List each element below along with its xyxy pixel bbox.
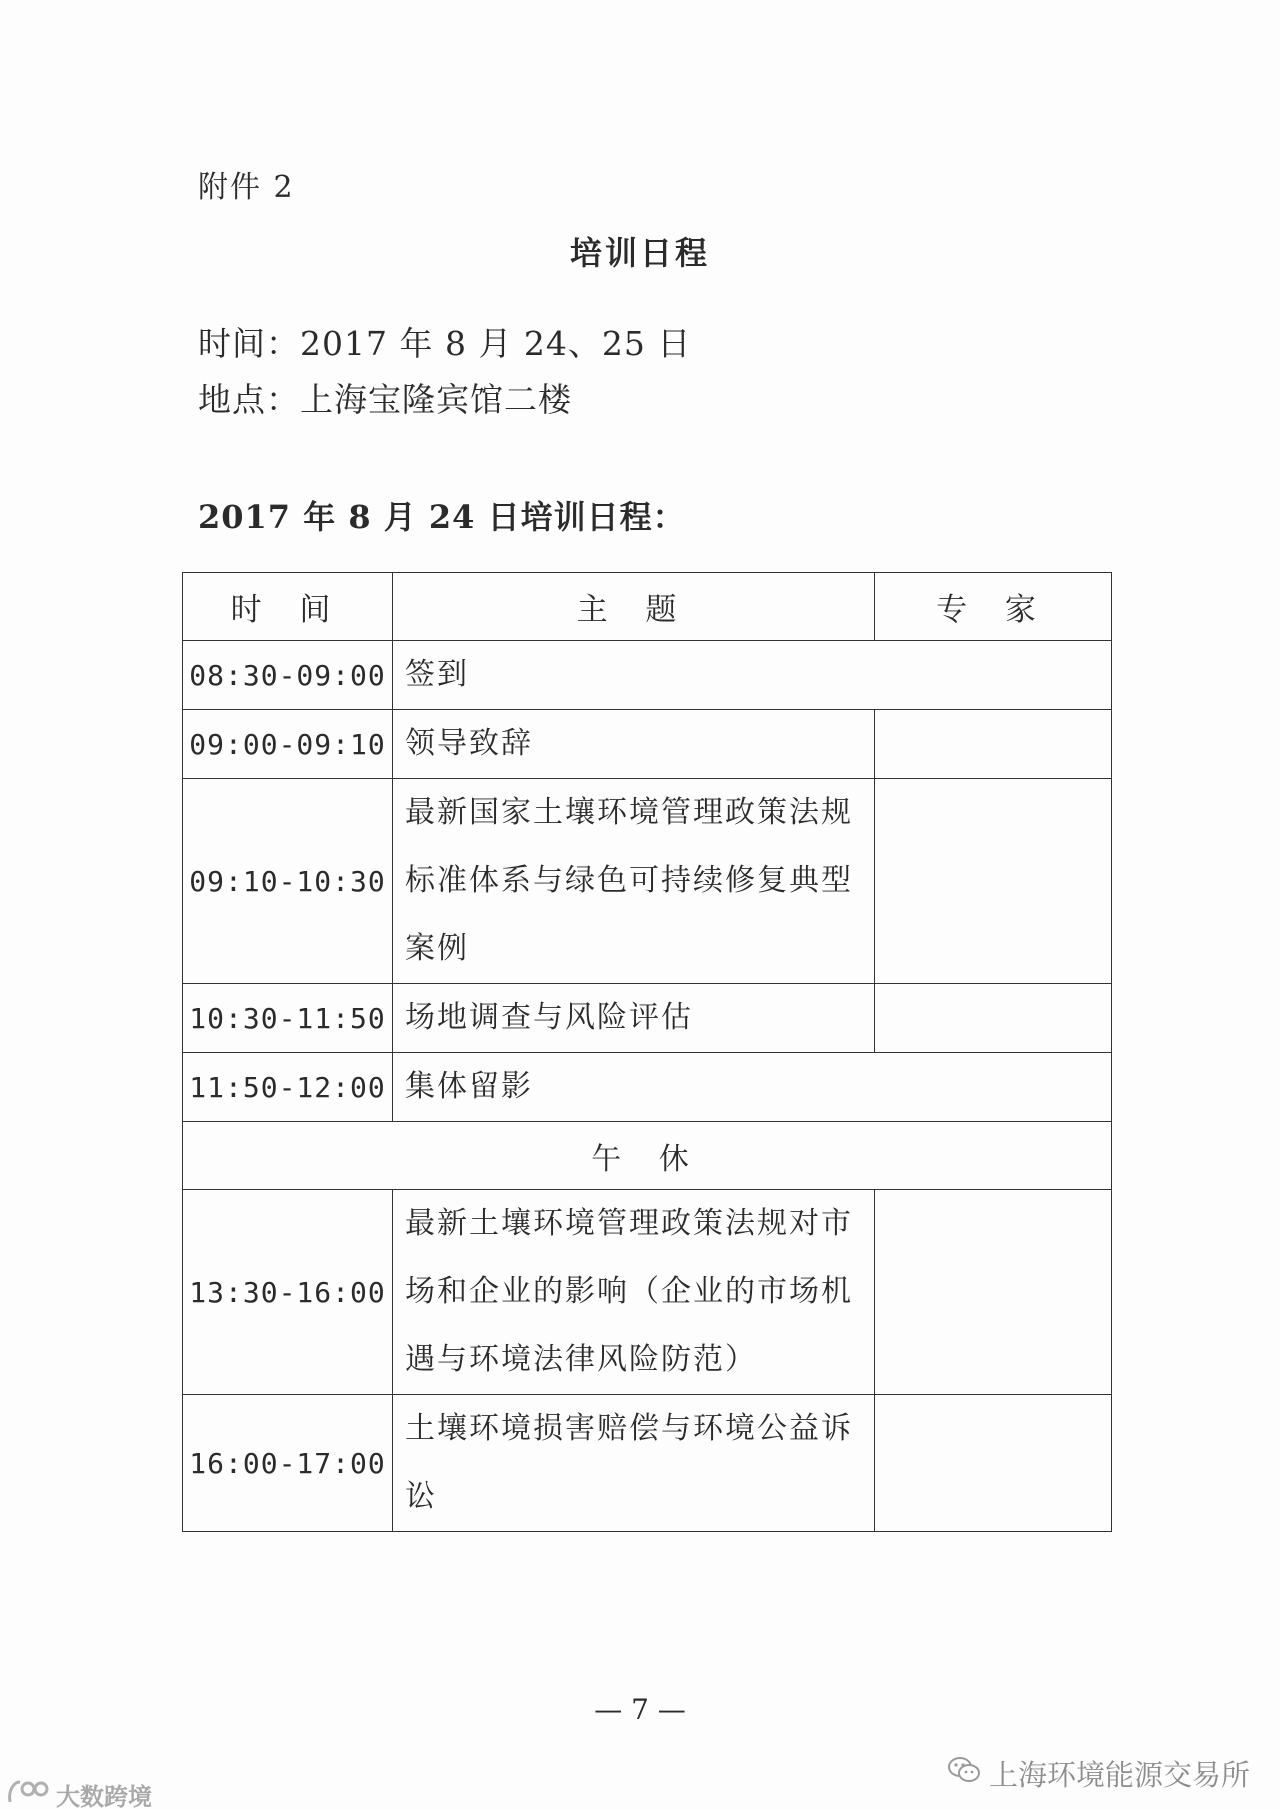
training-place: 地点：上海宝隆宾馆二楼 [198, 380, 572, 419]
training-time: 时间：2017 年 8 月 24、25 日 [198, 324, 692, 363]
table-row [183, 779, 1112, 984]
row-expert [875, 779, 1112, 984]
table-row-break [183, 1122, 1112, 1190]
row-time: 08:30-09:00 [183, 641, 393, 710]
table-row [183, 984, 1112, 1053]
header-expert: 专 家 [875, 573, 1112, 641]
row-topic: 集体留影 [393, 1053, 1112, 1122]
row-time: 11:50-12:00 [183, 1053, 393, 1122]
table-row [183, 1395, 1112, 1532]
row-expert [875, 984, 1112, 1053]
watermark-right-text: 上海环境能源交易所 [988, 1758, 1250, 1792]
document-title: 培训日程 [569, 234, 710, 272]
wechat-icon [947, 1755, 981, 1792]
attachment-label: 附件 2 [198, 170, 295, 205]
row-topic: 最新国家土壤环境管理政策法规标准体系与绿色可持续修复典型案例 [393, 779, 875, 984]
row-topic: 签到 [393, 641, 1112, 710]
row-time: 16:00-17:00 [183, 1395, 393, 1532]
page-number: — 7 — [594, 1693, 686, 1726]
watermark-left [6, 1776, 152, 1812]
table-header-row [183, 573, 1112, 641]
header-time: 时 间 [183, 573, 393, 641]
header-topic: 主 题 [393, 573, 875, 641]
logo-icon [6, 1776, 52, 1812]
row-time: 09:10-10:30 [183, 779, 393, 984]
row-topic: 土壤环境损害赔偿与环境公益诉讼 [393, 1395, 875, 1532]
table-row [183, 641, 1112, 710]
row-expert [875, 1190, 1112, 1395]
lunch-break: 午 休 [183, 1122, 1112, 1190]
watermark-right [947, 1753, 1250, 1794]
row-topic: 最新土壤环境管理政策法规对市场和企业的影响（企业的市场机遇与环境法律风险防范） [393, 1190, 875, 1395]
table-row [183, 710, 1112, 779]
row-expert [875, 1395, 1112, 1532]
row-expert [875, 710, 1112, 779]
row-topic: 领导致辞 [393, 710, 875, 779]
schedule-heading: 2017 年 8 月 24 日培训日程： [198, 498, 686, 536]
row-topic: 场地调查与风险评估 [393, 984, 875, 1053]
table-row [183, 1053, 1112, 1122]
table-row [183, 1190, 1112, 1395]
watermark-left-text: 大数跨境 [56, 1782, 152, 1811]
schedule-table [182, 572, 1112, 1532]
row-time: 13:30-16:00 [183, 1190, 393, 1395]
row-time: 09:00-09:10 [183, 710, 393, 779]
row-time: 10:30-11:50 [183, 984, 393, 1053]
